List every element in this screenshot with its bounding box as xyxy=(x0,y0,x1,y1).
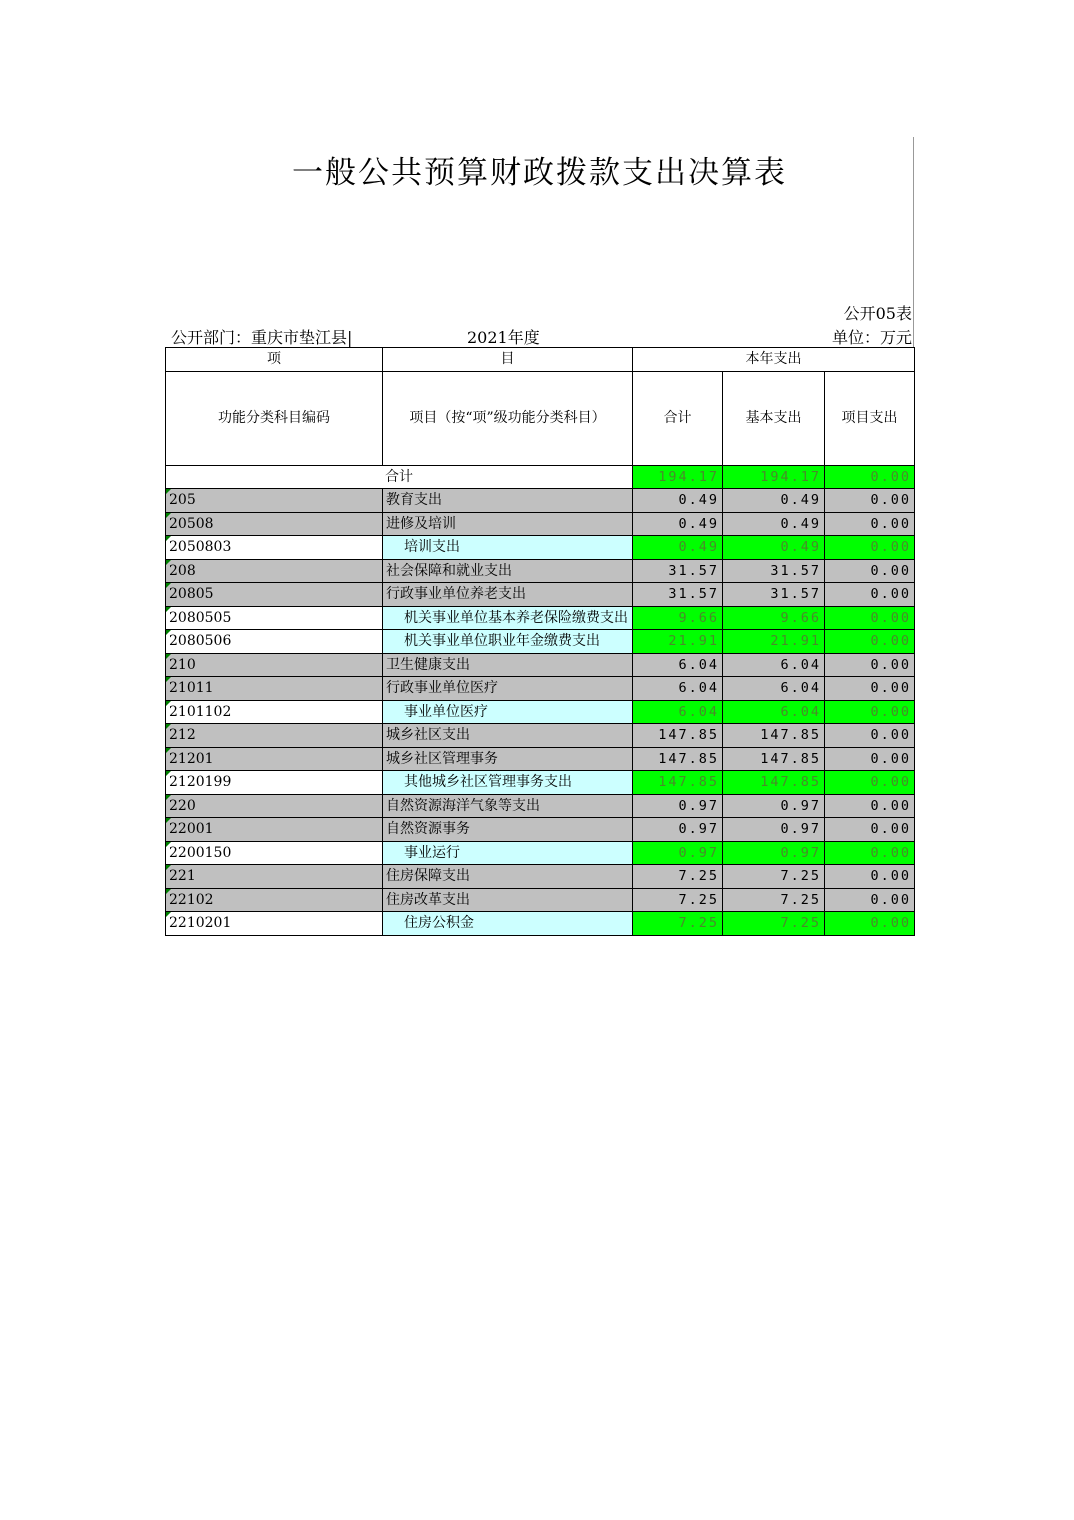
row-code: 2050803 xyxy=(166,536,383,560)
row-name: 住房公积金 xyxy=(383,912,633,936)
cell-marker-icon xyxy=(166,583,171,588)
row-total: 0.97 xyxy=(633,794,723,818)
cell-marker-icon xyxy=(166,865,171,870)
row-project: 0.00 xyxy=(825,818,915,842)
row-project: 0.00 xyxy=(825,606,915,630)
row-code: 2210201 xyxy=(166,912,383,936)
table-row xyxy=(166,841,915,865)
expenditure-table xyxy=(165,347,915,936)
row-code: 20805 xyxy=(166,583,383,607)
table-row xyxy=(166,700,915,724)
row-project: 0.00 xyxy=(825,888,915,912)
row-name: 机关事业单位基本养老保险缴费支出 xyxy=(383,606,633,630)
row-total: 0.97 xyxy=(633,818,723,842)
table-row xyxy=(166,653,915,677)
row-code: 20508 xyxy=(166,512,383,536)
row-project: 0.00 xyxy=(825,512,915,536)
page-title: 一般公共预算财政拨款支出决算表 xyxy=(292,155,787,191)
row-total: 6.04 xyxy=(633,700,723,724)
row-total: 31.57 xyxy=(633,583,723,607)
cell-marker-icon xyxy=(166,536,171,541)
row-project: 0.00 xyxy=(825,653,915,677)
cell-marker-icon xyxy=(166,889,171,894)
row-basic: 7.25 xyxy=(723,912,825,936)
row-basic: 147.85 xyxy=(723,724,825,748)
table-row xyxy=(166,747,915,771)
row-basic: 0.97 xyxy=(723,794,825,818)
row-project: 0.00 xyxy=(825,912,915,936)
table-row xyxy=(166,912,915,936)
row-basic: 147.85 xyxy=(723,771,825,795)
row-project: 0.00 xyxy=(825,865,915,889)
row-total: 147.85 xyxy=(633,724,723,748)
table-number: 公开05表 xyxy=(843,304,912,323)
row-basic: 0.49 xyxy=(723,512,825,536)
header-project-expenditure: 项目支出 xyxy=(825,371,915,465)
row-code: 21011 xyxy=(166,677,383,701)
cell-marker-icon xyxy=(166,912,171,917)
row-code: 210 xyxy=(166,653,383,677)
row-project: 0.00 xyxy=(825,536,915,560)
table-row xyxy=(166,677,915,701)
row-code: 2080506 xyxy=(166,630,383,654)
row-code: 205 xyxy=(166,489,383,513)
row-project: 0.00 xyxy=(825,841,915,865)
row-total: 0.49 xyxy=(633,489,723,513)
row-name: 教育支出 xyxy=(383,489,633,513)
cell-marker-icon xyxy=(166,724,171,729)
row-name: 机关事业单位职业年金缴费支出 xyxy=(383,630,633,654)
row-project: 0.00 xyxy=(825,700,915,724)
header-total: 合计 xyxy=(633,371,723,465)
row-name: 其他城乡社区管理事务支出 xyxy=(383,771,633,795)
row-name: 城乡社区管理事务 xyxy=(383,747,633,771)
row-basic: 0.49 xyxy=(723,489,825,513)
row-total: 21.91 xyxy=(633,630,723,654)
cell-marker-icon xyxy=(166,771,171,776)
table-row xyxy=(166,724,915,748)
row-project: 0.00 xyxy=(825,489,915,513)
row-code: 221 xyxy=(166,865,383,889)
row-name: 自然资源事务 xyxy=(383,818,633,842)
row-basic: 6.04 xyxy=(723,700,825,724)
row-total: 31.57 xyxy=(633,559,723,583)
row-code: 2200150 xyxy=(166,841,383,865)
row-total: 7.25 xyxy=(633,888,723,912)
row-name: 行政事业单位养老支出 xyxy=(383,583,633,607)
row-basic: 6.04 xyxy=(723,677,825,701)
table-row xyxy=(166,771,915,795)
row-basic: 147.85 xyxy=(723,747,825,771)
row-basic: 0.97 xyxy=(723,818,825,842)
cell-marker-icon xyxy=(166,513,171,518)
row-code: 22102 xyxy=(166,888,383,912)
row-basic: 6.04 xyxy=(723,653,825,677)
row-name: 自然资源海洋气象等支出 xyxy=(383,794,633,818)
table-row xyxy=(166,794,915,818)
row-total: 7.25 xyxy=(633,912,723,936)
table-row xyxy=(166,888,915,912)
row-project: 0.00 xyxy=(825,630,915,654)
row-basic: 21.91 xyxy=(723,630,825,654)
total-row-label: 合计 xyxy=(166,465,633,489)
table-row xyxy=(166,489,915,513)
header-mu: 目 xyxy=(383,348,633,372)
row-code: 2080505 xyxy=(166,606,383,630)
header-code: 功能分类科目编码 xyxy=(166,371,383,465)
table-row xyxy=(166,818,915,842)
row-basic: 0.97 xyxy=(723,841,825,865)
row-name: 事业运行 xyxy=(383,841,633,865)
row-name: 社会保障和就业支出 xyxy=(383,559,633,583)
row-project: 0.00 xyxy=(825,771,915,795)
row-code: 22001 xyxy=(166,818,383,842)
table-row xyxy=(166,583,915,607)
header-project: 项目（按“项”级功能分类科目） xyxy=(383,371,633,465)
table-row xyxy=(166,865,915,889)
row-basic: 9.66 xyxy=(723,606,825,630)
row-total: 6.04 xyxy=(633,653,723,677)
cell-marker-icon xyxy=(166,607,171,612)
row-total: 0.49 xyxy=(633,536,723,560)
total-row-basic: 194.17 xyxy=(723,465,825,489)
row-total: 6.04 xyxy=(633,677,723,701)
cell-marker-icon xyxy=(166,489,171,494)
row-code: 208 xyxy=(166,559,383,583)
table-row xyxy=(166,630,915,654)
cell-marker-icon xyxy=(166,795,171,800)
row-total: 147.85 xyxy=(633,747,723,771)
row-project: 0.00 xyxy=(825,724,915,748)
header-basic: 基本支出 xyxy=(723,371,825,465)
header-item: 项 xyxy=(166,348,383,372)
cell-marker-icon xyxy=(166,560,171,565)
row-project: 0.00 xyxy=(825,677,915,701)
row-code: 220 xyxy=(166,794,383,818)
cell-marker-icon xyxy=(166,630,171,635)
cell-marker-icon xyxy=(166,677,171,682)
row-name: 行政事业单位医疗 xyxy=(383,677,633,701)
cell-marker-icon xyxy=(166,701,171,706)
row-name: 住房改革支出 xyxy=(383,888,633,912)
row-name: 城乡社区支出 xyxy=(383,724,633,748)
row-project: 0.00 xyxy=(825,794,915,818)
table-row xyxy=(166,559,915,583)
cell-marker-icon xyxy=(166,818,171,823)
header-current-year: 本年支出 xyxy=(633,348,915,372)
row-code: 21201 xyxy=(166,747,383,771)
year-label: 2021年度 xyxy=(467,328,540,347)
row-name: 卫生健康支出 xyxy=(383,653,633,677)
row-total: 0.49 xyxy=(633,512,723,536)
row-project: 0.00 xyxy=(825,747,915,771)
row-basic: 7.25 xyxy=(723,865,825,889)
table-row xyxy=(166,536,915,560)
cell-marker-icon xyxy=(166,842,171,847)
table-row xyxy=(166,512,915,536)
header-row-1 xyxy=(166,348,915,372)
row-basic: 31.57 xyxy=(723,583,825,607)
row-project: 0.00 xyxy=(825,583,915,607)
total-row-project: 0.00 xyxy=(825,465,915,489)
cell-marker-icon xyxy=(166,654,171,659)
total-row xyxy=(166,465,915,489)
row-code: 212 xyxy=(166,724,383,748)
row-basic: 7.25 xyxy=(723,888,825,912)
unit-label: 单位：万元 xyxy=(831,328,912,347)
row-basic: 31.57 xyxy=(723,559,825,583)
cell-marker-icon xyxy=(166,748,171,753)
row-basic: 0.49 xyxy=(723,536,825,560)
table-row xyxy=(166,606,915,630)
row-total: 0.97 xyxy=(633,841,723,865)
row-name: 事业单位医疗 xyxy=(383,700,633,724)
total-row-total: 194.17 xyxy=(633,465,723,489)
header-row-2 xyxy=(166,371,915,465)
row-name: 进修及培训 xyxy=(383,512,633,536)
row-project: 0.00 xyxy=(825,559,915,583)
row-name: 培训支出 xyxy=(383,536,633,560)
row-total: 147.85 xyxy=(633,771,723,795)
row-total: 7.25 xyxy=(633,865,723,889)
department-label: 公开部门：重庆市垫江县| xyxy=(171,328,353,347)
row-name: 住房保障支出 xyxy=(383,865,633,889)
row-code: 2101102 xyxy=(166,700,383,724)
row-total: 9.66 xyxy=(633,606,723,630)
row-code: 2120199 xyxy=(166,771,383,795)
